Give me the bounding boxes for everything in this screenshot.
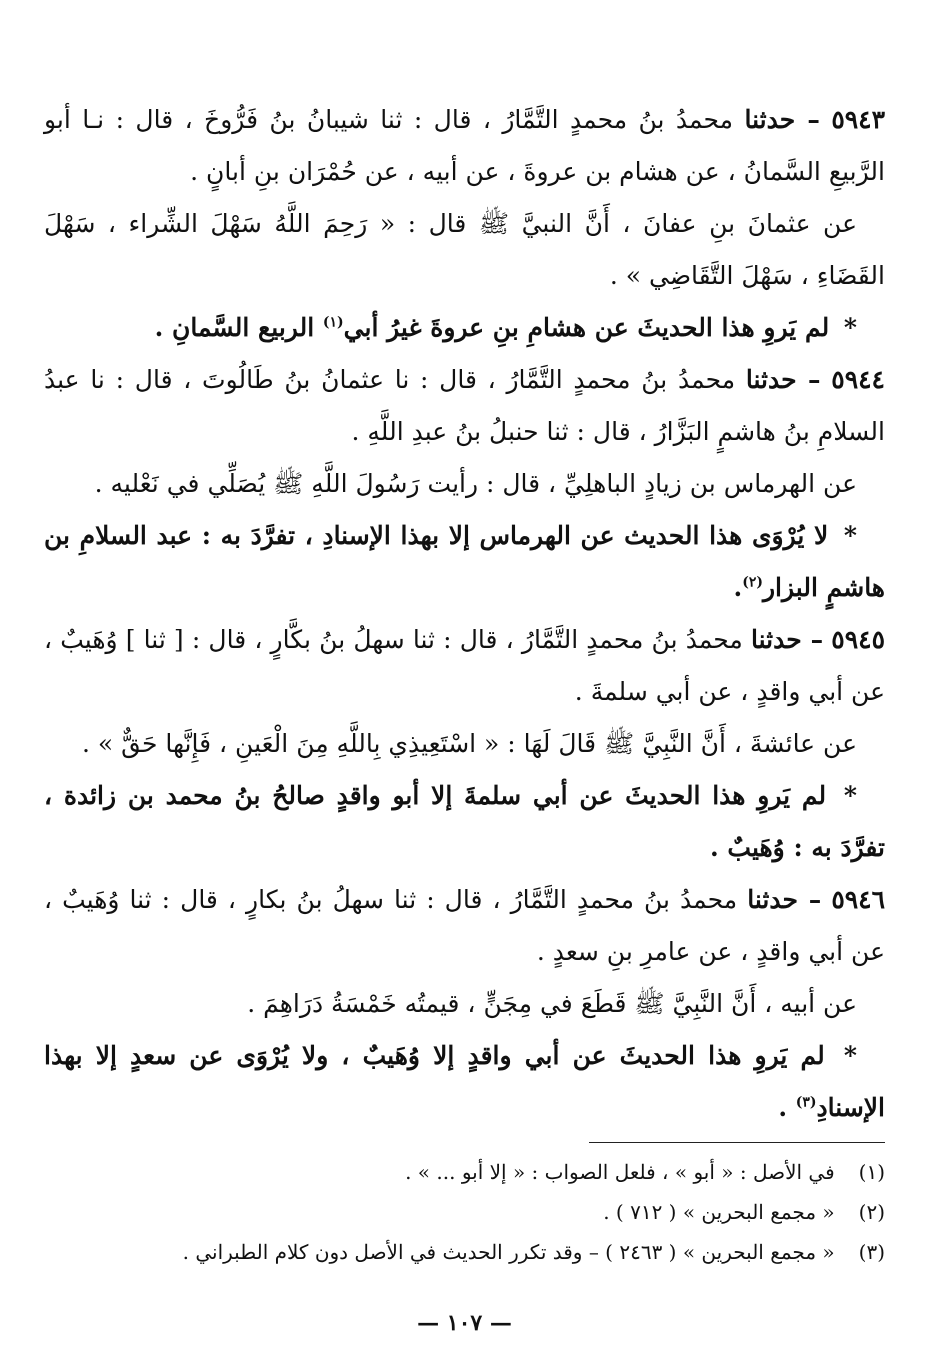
matn-text: عن الهرماس بن زيادٍ الباهلِيِّ ، قال : رأيت رَسُولَ اللَّهِ ﷺ يُصَلِّي في نَعْليه .: [94, 469, 857, 498]
hadith-isnad: [44, 354, 885, 458]
hadith-matn: [44, 978, 885, 1030]
matn-text: عن عائشةَ ، أَنَّ النَّبِيَّ ﷺ قَالَ لَهَا : « اسْتَعِيذِي بِاللَّهِ مِنَ الْعَينِ ، فَإِنَّها حَقٌّ » .: [82, 729, 857, 758]
matn-text: عن أبيه ، أَنَّ النَّبِيَّ ﷺ قَطَعَ في مِجَنٍّ ، قيمتُه خَمْسَةُ دَرَاهِمَ .: [247, 989, 857, 1018]
footnote: [44, 1152, 885, 1192]
hadith-number: ٥٩٤٤: [831, 365, 885, 394]
comment-text: لا يُرْوَى هذا الحديث عن الهرماس إلا بهذا الإسنادِ ، تفرَّدَ به : عبد السلامِ بن هاشمٍ البزار: [44, 521, 885, 602]
hadith-comment: [44, 770, 885, 874]
footnote-ref: (٢): [742, 574, 763, 591]
hadith-isnad: [44, 874, 885, 978]
isnad-text: محمدُ بنُ محمدٍ التَّمَّارُ ، قال : ثنا سهلُ بنُ بكارٍ ، قال : ثنا وُهَيبٌ ، عن أبي واقدٍ ، عن عامرِ بنِ سعدٍ .: [44, 885, 885, 966]
star-marker: *: [843, 1041, 857, 1070]
hadith-number: ٥٩٤٦: [831, 885, 886, 914]
hadith-comment: [44, 1030, 885, 1134]
hadith-matn: [44, 718, 885, 770]
hadith-lead: – حدثنا: [744, 105, 820, 134]
comment-end: .: [733, 573, 743, 602]
hadith-lead: – حدثنا: [751, 625, 824, 654]
star-marker: *: [843, 781, 857, 810]
hadith-lead: – حدثنا: [747, 885, 822, 914]
footnotes: [44, 1152, 885, 1272]
isnad-text: محمدُ بنُ محمدٍ التَّمَّارُ ، قال : نا عثمانُ بنُ طَالُوتَ ، قال : نا عبدُ السلامِ بنُ هاشمٍ البَزَّارُ ، قال : ثنا حنبلُ بنُ عبدِ اللَّهِ .: [44, 365, 885, 446]
main-text: [44, 94, 885, 1134]
footnote-divider: [589, 1142, 885, 1143]
footnote: [44, 1192, 885, 1232]
comment-text: لم يَروِ هذا الحديثَ عن أبي سلمةَ إلا أبو واقدٍ صالحُ بنُ محمد بن زائدة ، تفرَّدَ به : وُهَيبٌ .: [44, 781, 885, 862]
hadith-matn: [44, 198, 885, 302]
hadith-number: ٥٩٤٣: [831, 105, 886, 134]
hadith-isnad: [44, 94, 885, 198]
hadith-number: ٥٩٤٥: [831, 625, 886, 654]
comment-text: لم يَروِ هذا الحديثَ عن أبي واقدٍ إلا وُهَيبٌ ، ولا يُرْوَى عن سعدٍ إلا بهذا الإسنادِ: [44, 1041, 885, 1122]
hadith-comment: [44, 302, 885, 354]
hadith-isnad: [44, 614, 885, 718]
page-number: — ١٠٧ —: [417, 1310, 512, 1336]
footnote-text: في الأصل : « أبو » ، فلعل الصواب : « إلا أبو ... » .: [405, 1160, 835, 1184]
hadith-lead: – حدثنا: [745, 365, 821, 394]
comment-end: .: [778, 1093, 788, 1122]
comment-end: الربيع السَّمانِ .: [154, 313, 315, 342]
footnote-number: (١): [858, 1160, 885, 1184]
isnad-text: محمدُ بنُ محمدٍ التَّمَّارُ ، قال : ثنا شيبانُ بنُ فَرُّوخَ ، قال : نـا أبو الرَّبيعِ السَّمانُ ، عن هشام بن عروةَ ، عن أبيه ، عن حُمْرَان بنِ أبانٍ .: [44, 105, 885, 186]
isnad-text: محمدُ بنُ محمدٍ التَّمَّارُ ، قال : ثنا سهلُ بنُ بكَّارٍ ، قال : [ ثنا ] وُهَيبٌ ، عن أبي واقدٍ ، عن أبي سلمةَ .: [44, 625, 885, 706]
footnote-text: « مجمع البحرين » ( ٢٤٦٣ ) – وقد تكرر الحديث في الأصل دون كلام الطبراني .: [182, 1240, 835, 1264]
footnote: [44, 1232, 885, 1272]
footnote-ref: (٣): [795, 1094, 817, 1111]
hadith-comment: [44, 510, 885, 614]
footnote-number: (٢): [858, 1200, 885, 1224]
star-marker: *: [843, 313, 857, 342]
hadith-matn: [44, 458, 885, 510]
star-marker: *: [843, 521, 857, 550]
comment-text: لم يَروِ هذا الحديثَ عن هشامِ بنِ عروةَ غيرُ أبي: [343, 313, 830, 342]
footnote-number: (٣): [858, 1240, 885, 1264]
footnote-ref: (١): [322, 314, 344, 331]
matn-text: عن عثمانَ بنِ عفانَ ، أَنَّ النبيَّ ﷺ قال : « رَحِمَ اللَّهُ سَهْلَ الشِّراء ، سَهْلَ القَضَاءِ ، سَهْلَ التَّقَاضِي » .: [44, 209, 885, 290]
footnote-text: « مجمع البحرين » ( ٧١٢ ) .: [603, 1200, 835, 1224]
